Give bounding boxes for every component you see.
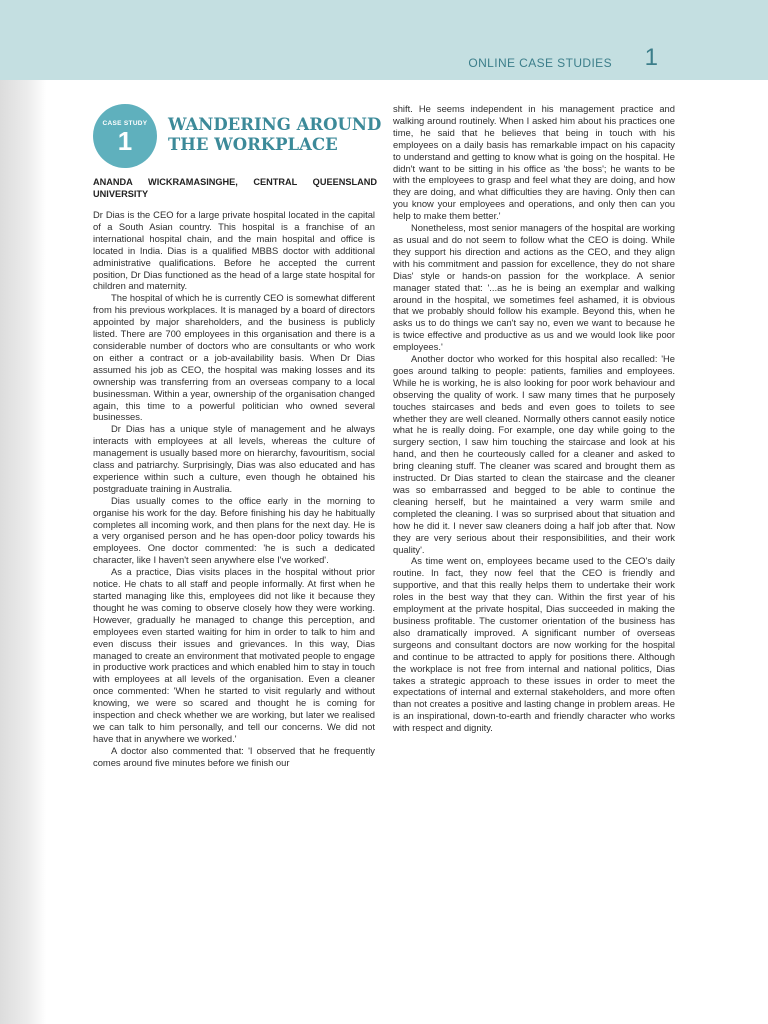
- section-label: ONLINE CASE STUDIES: [468, 56, 612, 70]
- badge-number: 1: [117, 126, 133, 156]
- paragraph: A doctor also commented that: 'I observed that he frequently comes around five minutes before we finish our: [93, 744, 375, 768]
- case-study-badge: [93, 104, 157, 168]
- paragraph: Another doctor who worked for this hospital also recalled: 'He goes around talking to people: patients, families and employees. While he is working, he is also looking for poor work behaviour and observing the quality of work. I saw many times that he purposely touches staircases and beds and even goes to toilets to see whether they are well cleaned. Normally others cannot easily notice what he is really doing. For example, one day while going to the surgery section, I saw him touching the staircase and look at his hand, and then he courteously called for a cleaner and asked to bring cleaning stuff. The cleaner was scared and brought them as instructed. Dr Dias started to clean the staircase and the cleaner was so embarrassed and begged to be able to continue the cleaning herself, but he maintained a very warm smile and completed the cleaning. I was so surprised about that situation and how he did it. I never saw cleaners doing a half job after that. Now they are very serious about their responsibilities, and their work quality'.: [393, 353, 675, 555]
- page-number: 1: [644, 44, 658, 71]
- paragraph: Nonetheless, most senior managers of the hospital are working as usual and do not seem to follow what the CEO is doing. While they support his direction and actions as the CEO, and they align with his commitment and passion for excellence, they do not share Dias' style or hands-on passion for the workplace. A senior manager stated that: '...as he is being an exemplar and walking around in the hospital, we sometimes feel ashamed, it is obvious that we probably should follow his example. Beyond this, when he asks us to do things we can't say no, even we want to because he is twice effective and productive as us and we would look like poor employees.': [393, 222, 675, 353]
- paragraph: Dr Dias has a unique style of management and he always interacts with employees at all levels, whereas the culture of management is usually based more on hierarchy, favouritism, social class and patriarchy. Surprisingly, Dias was also educated and has experience within such a culture, even though he obtained his postgraduate training in Australia.: [93, 423, 375, 494]
- right-column: [393, 103, 675, 734]
- left-column: [93, 209, 375, 769]
- author-line: ANANDA WICKRAMASINGHE, CENTRAL QUEENSLAND UNIVERSITY: [93, 177, 377, 199]
- case-title: WANDERING AROUND THE WORKPLACE: [168, 115, 382, 154]
- paragraph: Dias usually comes to the office early in the morning to organise his work for the day. Before finishing his day he habitually completes all incoming work, and then plans for the next day. He is a very organised person and he has open-door policy towards his employees. One doctor commented: 'he is such a dedicated character, like I haven't seen anywhere else I've worked'.: [93, 494, 375, 566]
- paragraph: As time went on, employees became used to the CEO's daily routine. In fact, they now feel that the CEO is friendly and supportive, and that this really helps them to undertake their work roles in the best way that they can. Within the first year of his employment at the private hospital, Dias succeeded in making the business profitable. The customer orientation of the business has also dramatically improved. A significant number of overseas surgeons and consultant doctors are now working for the hospital and continue to be attracted to apply for positions there. Although the workplace is not free from internal and national politics, Dias takes a strategic approach to these issues in order to meet the expectations of internal and external stakeholders, and more often than not creates a positive and lasting change in problem areas. He is an inspirational, down-to-earth and friendly character who works with respect and dignity.: [393, 555, 675, 734]
- paragraph: Dr Dias is the CEO for a large private hospital located in the capital of a South Asian country. This hospital is a franchise of an international hospital chain, and the main hospital and office is located in India. Dias is a qualified MBBS doctor with additional administrative qualifications. Before he accepted the current position, Dr Dias functioned as the head of a large state hospital for children and maternity.: [93, 209, 375, 292]
- paragraph: The hospital of which he is currently CEO is somewhat different from his previous workplaces. It is managed by a board of directors appointed by major shareholders, and the business is publicly listed. There are 700 employees in this organisation and there is a considerable number of doctors who are consultants or who work on either a contract or a job-availability basis. When Dr Dias assumed his job as CEO, the hospital was making losses and its ownership was transferring from an overseas company to a local businessman. Within a year, ownership of the organisation changed again, this time to a powerful politician who owned several businesses.: [93, 292, 375, 423]
- paragraph: shift. He seems independent in his management practice and walking around routinely. When I asked him about his practices one time, he said that he believes that being in touch with his employees on a daily basis has remarkable impact on his capacity to understand and getting to know what is going on the hospital. He didn't want to be sitting in his office as 'the boss'; he wants to be with the employees to grasp and feel what they are doing, and how they are doing, and what difficulties they are having. Only then can you know your employees and operations, and only then can you help to make them better.': [393, 103, 675, 222]
- badge-label: CASE STUDY: [102, 120, 148, 127]
- paragraph: As a practice, Dias visits places in the hospital without prior notice. He chats to all staff and people informally. At first when he started managing like this, employees did not like it because they thought he was coming to observe closely how they were working. However, gradually he managed to change this perception, and employees even started waiting for him in order to talk to him and even discuss their issues and grievances. In this way, Dias managed to create an environment that motivated people to engage in productive work practices and which enabled him to stay in touch with employees at all levels of the organisation. Even a cleaner once commented: 'When he started to visit regularly and without knowing, we were so scared and thought he is coming for inspection and check whether we are working, but later we realised we can talk to him personally, and tell our concerns. We did not have that in anywhere we worked.': [93, 566, 375, 744]
- page-edge-shadow: [0, 80, 46, 1024]
